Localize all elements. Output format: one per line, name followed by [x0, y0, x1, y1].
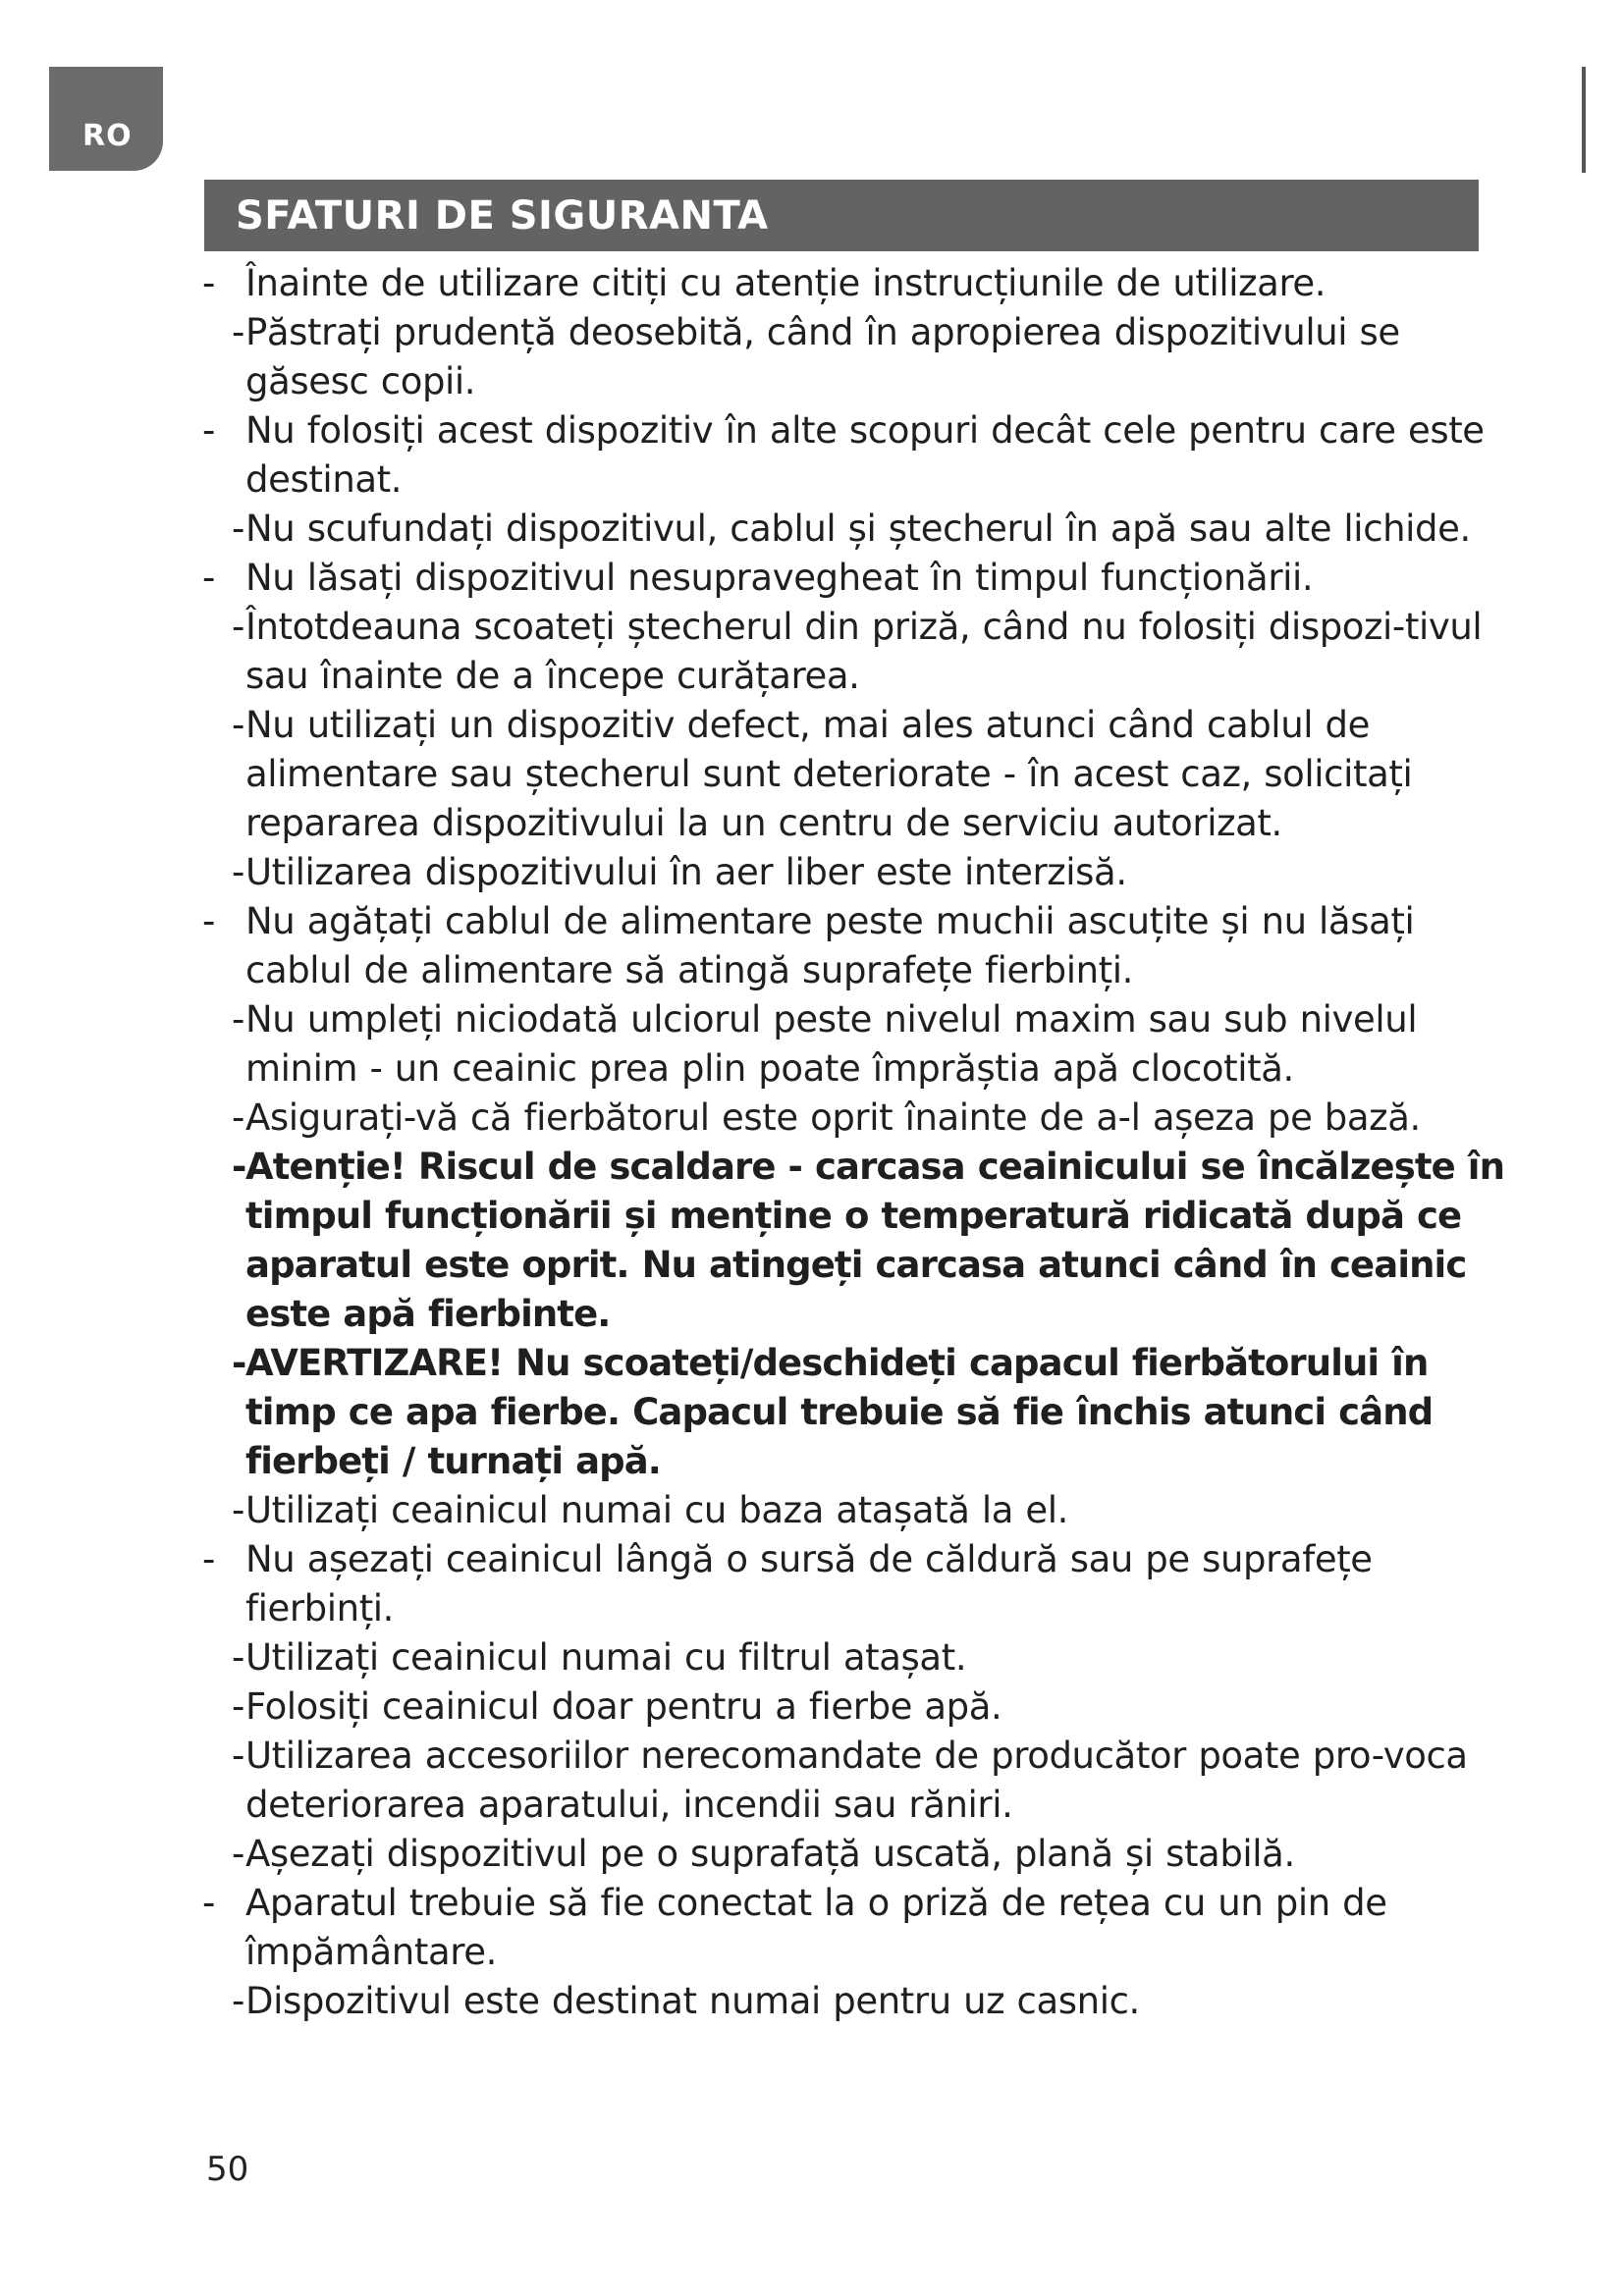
language-code: RO — [82, 118, 133, 153]
list-item: - Înainte de utilizare citiți cu atenție instrucțiunile de utilizare. — [202, 262, 1326, 304]
list-item: - Utilizarea dispozitivului în aer liber este interzisă. — [232, 851, 1127, 893]
page-edge-marker — [1582, 67, 1586, 173]
list-item: - Folosiți ceainicul doar pentru a fierbe apă. — [232, 1685, 1002, 1728]
language-tab — [49, 67, 163, 171]
list-item: - Utilizați ceainicul numai cu baza atașată la el. — [232, 1489, 1068, 1531]
list-item: - Dispozitivul este destinat numai pentru uz casnic. — [232, 1980, 1140, 2022]
section-title: SFATURI DE SIGURANTA — [236, 192, 769, 239]
list-item: - Întotdeauna scoateți ștecherul din priză, când nu folosiți dispozi-tivul sau înainte de a începe curățarea. — [232, 606, 1483, 697]
list-item: - Nu așezați ceainicul lângă o sursă de căldură sau pe suprafețe fierbinți. — [202, 1538, 1373, 1629]
section-header — [204, 180, 1479, 251]
list-item: - Aparatul trebuie să fie conectat la o priză de rețea cu un pin de împământare. — [202, 1882, 1387, 1973]
list-item: - Nu folosiți acest dispozitiv în alte scopuri decât cele pentru care este destinat. — [202, 409, 1485, 501]
list-item: - Nu scufundați dispozitivul, cablul și ștecherul în apă sau alte lichide. — [232, 507, 1471, 550]
list-item: - Nu agățați cablul de alimentare peste muchii ascuțite și nu lăsați cablul de alimentare să atingă suprafețe fierbinți. — [202, 900, 1415, 991]
list-item: - Nu umpleți niciodată ulciorul peste nivelul maxim sau sub nivelul minim - un ceainic prea plin poate împrăștia apă clocotită. — [232, 998, 1418, 1090]
warning-item: - AVERTIZARE! Nu scoateți/deschideți capacul fierbătorului în timp ce apa fierbe. Capacul trebuie să fie închis atunci când fierbeți / turnați apă. — [232, 1342, 1434, 1482]
list-item: - Nu utilizați un dispozitiv defect, mai ales atunci când cablul de alimentare sau ștecherul sunt deteriorate - în acest caz, solicitați repararea dispozitivului la un centru de serviciu autorizat. — [232, 704, 1413, 844]
safety-instructions-list — [196, 259, 1512, 2026]
page-number: 50 — [206, 2150, 249, 2189]
list-item: - Utilizați ceainicul numai cu filtrul atașat. — [232, 1636, 967, 1679]
list-item: - Păstrați prudență deosebită, când în apropierea dispozitivului se găsesc copii. — [232, 311, 1400, 402]
list-item: - Asigurați-vă că fierbătorul este oprit înainte de a-l așeza pe bază. — [232, 1096, 1421, 1139]
warning-item: - Atenție! Riscul de scaldare - carcasa ceainicului se încălzește în timpul funcționării și menține o temperatură ridicată după ce aparatul este oprit. Nu atingeți carcasa atunci când în ceainic este apă fierbinte. — [232, 1146, 1505, 1335]
list-item: - Așezați dispozitivul pe o suprafață uscată, plană și stabilă. — [232, 1833, 1295, 1875]
list-item: - Nu lăsați dispozitivul nesupravegheat în timpul funcționării. — [202, 557, 1314, 599]
list-item: - Utilizarea accesoriilor nerecomandate de producător poate pro-voca deteriorarea aparatului, incendii sau răniri. — [232, 1735, 1468, 1826]
